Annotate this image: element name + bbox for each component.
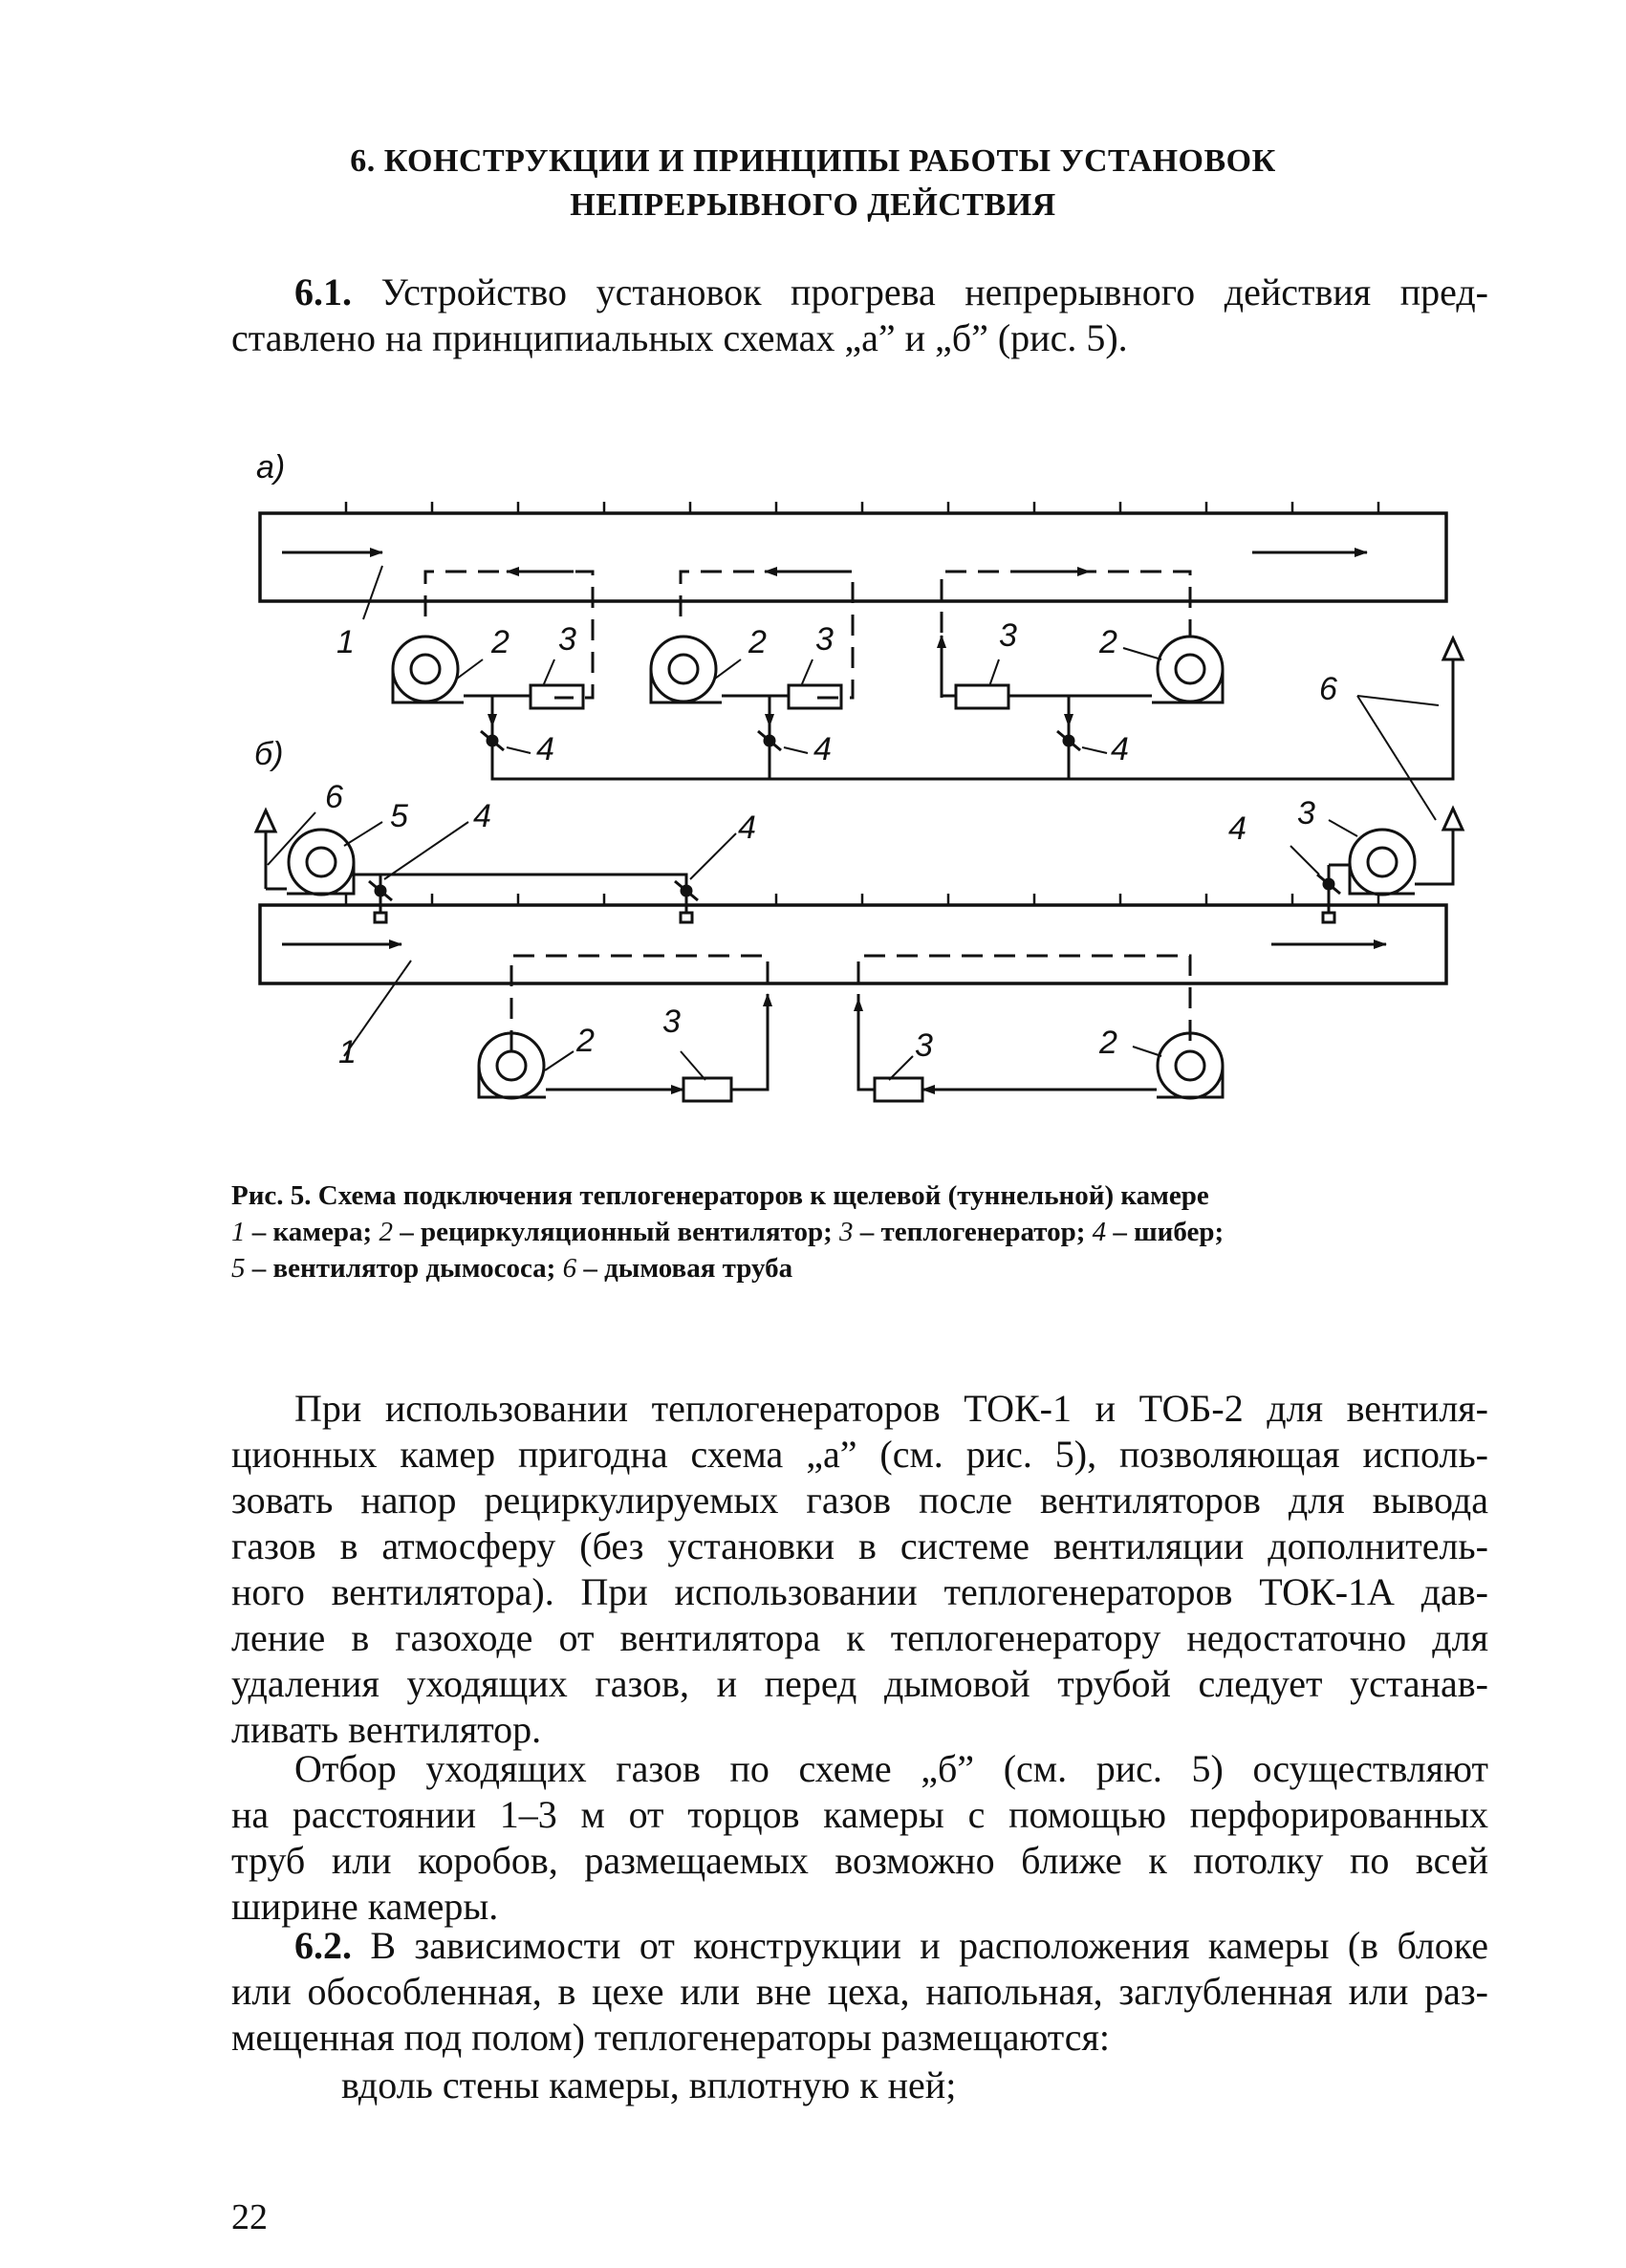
- damper-b: [369, 875, 1340, 900]
- heat-gen-b-1: [683, 1078, 731, 1101]
- page-number: 22: [231, 2197, 268, 2237]
- chimney-b-right: [1415, 809, 1463, 884]
- fan-a-3: [1158, 637, 1223, 702]
- chimney-b-left: [256, 810, 275, 889]
- intro-line-2: ставлено на принципиальных схемах „а” и „б” (рис. 5).: [231, 316, 1128, 359]
- smoke-fan-b-left: [289, 830, 354, 895]
- placement-list-item: вдоль стены камеры, вплотную к ней;: [341, 2063, 957, 2106]
- marker-2-a3: 2: [1099, 624, 1117, 660]
- section-number-6-2: 6.2.: [294, 1924, 352, 1967]
- marker-3-a3: 3: [999, 617, 1017, 654]
- scheme-a: [260, 502, 1463, 820]
- chamber-b-ticks: [346, 894, 1378, 905]
- heat-gen-a-3: [956, 685, 1008, 708]
- marker-3-a1: 3: [558, 621, 576, 658]
- exhaust-duct-b-left: [354, 875, 686, 903]
- marker-4-b2: 4: [738, 810, 756, 846]
- chamber-a-ticks: [346, 502, 1378, 513]
- marker-4-b1: 4: [473, 798, 491, 834]
- chamber-b: [260, 905, 1446, 983]
- marker-3-b1: 3: [662, 1004, 681, 1040]
- marker-4-a1: 4: [536, 731, 554, 767]
- marker-6-b: 6: [325, 779, 343, 815]
- marker-1-a: 1: [336, 624, 355, 660]
- marker-6-a: 6: [1319, 671, 1337, 707]
- marker-2-a2: 2: [748, 624, 767, 660]
- recirc-unit-b-1: [479, 956, 768, 1101]
- fan-a-1: [393, 637, 458, 702]
- section-heading-line-2: НЕПРЕРЫВНОГО ДЕЙСТВИЯ: [570, 187, 1056, 223]
- marker-3-b2: 3: [915, 1027, 933, 1064]
- recirc-unit-a-3: [942, 572, 1223, 726]
- fan-b-2: [1158, 1033, 1223, 1098]
- marker-1-b: 1: [338, 1034, 357, 1070]
- section-6-2-paragraph: 6.2. В зависимости от конструкции и расположения камеры (в блоке или обособленная, в цехе или вне цеха, напольная, заглубленная или раз- мещенная под полом) теплогенераторы размещаются:: [231, 1924, 1488, 2059]
- label-scheme-a: а): [256, 449, 286, 486]
- body-paragraph-2: Отбор уходящих газов по схеме „б” (см. рис. 5) осуществляют на расстоянии 1–3 м от торцов камеры с помощью перфорированных труб или коробов, размещаемых возможно ближе к потолку по всей ширине камеры.: [231, 1747, 1488, 1928]
- intro-line-1: Устройство установок прогрева непрерывного действия пред-: [380, 270, 1488, 313]
- recirc-unit-b-2: [858, 956, 1223, 1101]
- figure-caption: [231, 1177, 1488, 1286]
- damper-a: [481, 731, 1080, 750]
- heat-gen-b-2: [875, 1078, 922, 1101]
- scheme-b: [256, 809, 1463, 1101]
- marker-3-a2: 3: [815, 621, 834, 658]
- caption-legend-line-1: 1 – камера; 2 – рециркуляционный вентилятор; 3 – теплогенератор; 4 – шибер;: [231, 1217, 1225, 1247]
- marker-3-b-right: 3: [1297, 795, 1315, 832]
- fan-a-2: [651, 637, 716, 702]
- marker-4-b3: 4: [1228, 810, 1247, 847]
- marker-5-b: 5: [390, 798, 408, 834]
- caption-title: Рис. 5. Схема подключения теплогенераторов к щелевой (туннельной) камере: [231, 1180, 1209, 1211]
- exhaust-collector-a: [492, 659, 1453, 779]
- marker-2-a1: 2: [491, 624, 509, 660]
- marker-4-a2: 4: [813, 731, 832, 767]
- smoke-fan-b-right: [1350, 830, 1415, 895]
- section-number: 6.1.: [294, 270, 352, 313]
- marker-4-a3: 4: [1111, 731, 1129, 767]
- body-paragraph-1: При использовании теплогенераторов ТОК-1 и ТОБ-2 для вентиля- ционных камер пригодна схема „а” (см. рис. 5), позволяющая исполь- зовать напор рециркулируемых газов после вентиляторов для вывода газов в атмосферу (без установки в системе вентиляции дополнитель- ного вентилятора). При использовании теплогенераторов ТОК-1А дав- ление в газоходе от вентилятора к теплогенератору недостаточно для удаления уходящих газов, и перед дымовой трубой следует устанав- ливать вентилятор.: [231, 1387, 1488, 1751]
- label-scheme-b: б): [254, 736, 284, 772]
- marker-2-b2: 2: [1099, 1025, 1117, 1061]
- section-heading-line-1: 6. КОНСТРУКЦИИ И ПРИНЦИПЫ РАБОТЫ УСТАНОВОК: [350, 143, 1276, 179]
- caption-legend-line-2: 5 – вентилятор дымососа; 6 – дымовая труба: [231, 1253, 793, 1284]
- chimney-a: [1443, 638, 1463, 659]
- marker-2-b1: 2: [576, 1023, 595, 1059]
